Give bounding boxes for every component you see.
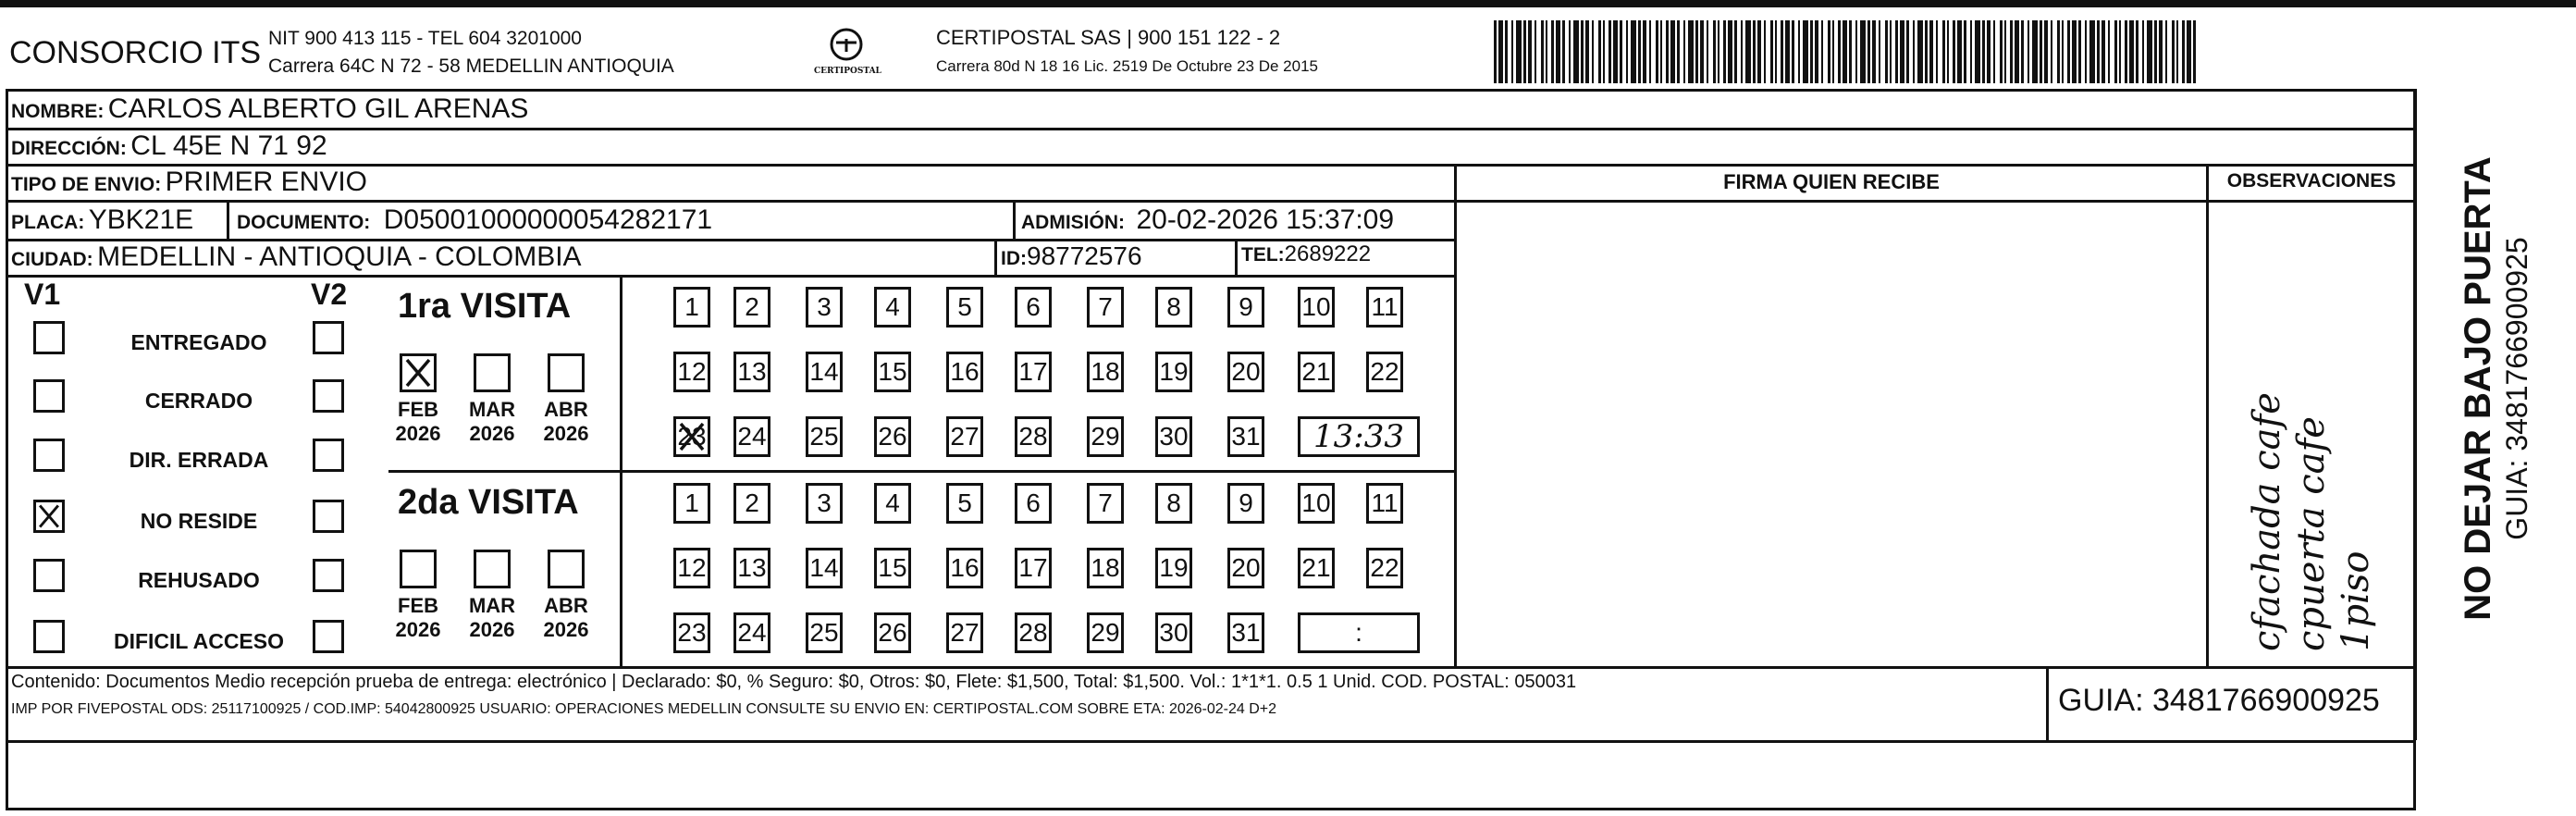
day-box[interactable] [1155,416,1192,457]
v2-checkbox[interactable] [313,500,344,533]
v1-checkbox[interactable] [33,321,65,354]
day-box[interactable] [874,612,911,653]
day-box[interactable] [874,287,911,328]
nombre-value: CARLOS ALBERTO GIL ARENAS [107,93,529,124]
day-number: 29 [1091,618,1120,647]
day-box[interactable] [1015,287,1052,328]
day-number: 1 [684,488,699,517]
day-number: 17 [1018,553,1048,582]
month-year: 2026 [469,618,515,641]
observaciones-header: OBSERVACIONES [2226,170,2397,192]
day-number: 16 [950,553,980,582]
day-number: 9 [1239,292,1253,321]
day-number: 18 [1091,553,1120,582]
month-checkbox[interactable] [548,550,585,588]
day-box[interactable] [1227,352,1264,392]
day-box[interactable] [673,548,710,588]
day-box[interactable] [1298,287,1335,328]
day-number: 5 [957,488,972,517]
admision-value: 20-02-2026 15:37:09 [1136,204,1395,235]
day-box[interactable] [946,287,983,328]
day-number: 24 [737,618,767,647]
tipo-envio-row [11,167,367,198]
status-label: ENTREGADO [130,330,267,354]
day-box[interactable] [1087,352,1124,392]
footer-guia: GUIA: 3481766900925 [2058,683,2380,718]
day-number: 23 [677,422,707,451]
direccion-label: DIRECCIÓN: [11,138,127,159]
day-number: 31 [1231,422,1261,451]
day-box[interactable] [1015,352,1052,392]
placa-cell [11,204,193,236]
day-number: 19 [1159,357,1189,386]
side-guia-text: GUIA: 3481766900925 [2500,237,2533,540]
status-label: NO RESIDE [140,509,258,533]
nombre-row [11,93,528,125]
tel-value: 2689222 [1284,241,1372,266]
day-number: 23 [677,618,707,647]
day-number: 7 [1098,488,1113,517]
day-number: 12 [677,553,707,582]
month-checkbox[interactable] [400,353,437,392]
placa-value: YBK21E [88,204,194,235]
day-number: 27 [950,618,980,647]
day-number: 7 [1098,292,1113,321]
month-name: FEB [398,594,438,617]
day-box[interactable] [1087,287,1124,328]
time-value: 13:33 [1313,418,1404,455]
logo-text: CERTIPOSTAL [814,67,881,76]
admision-label: ADMISIÓN: [1021,212,1125,233]
day-box[interactable] [806,416,843,457]
day-box[interactable] [733,287,770,328]
observaciones-area [2211,204,2412,664]
day-number: 25 [809,618,839,647]
v2-label: V2 [311,278,348,311]
v1-checkbox[interactable] [33,379,65,413]
month-label [386,594,450,642]
month-checkbox[interactable] [474,550,511,588]
day-number: 27 [950,422,980,451]
month-label [534,594,598,642]
day-number: 5 [957,292,972,321]
x-mark-icon [676,419,708,454]
day-number: 14 [809,357,839,386]
day-number: 19 [1159,553,1189,582]
x-mark-icon [36,502,62,530]
day-number: 22 [1370,553,1399,582]
id-label: ID: [1001,248,1027,269]
month-year: 2026 [543,422,589,445]
month-name: ABR [544,398,588,421]
day-number: 30 [1159,422,1189,451]
v1-checkbox[interactable] [33,500,65,533]
barcode-icon [1494,20,2197,83]
day-box[interactable] [1227,416,1264,457]
day-number: 16 [950,357,980,386]
certipostal-logo [814,26,879,81]
day-number: 13 [737,357,767,386]
day-box[interactable] [1298,352,1335,392]
month-label [460,594,524,642]
day-number: 11 [1371,488,1399,517]
day-number: 9 [1239,488,1253,517]
day-box[interactable] [1155,612,1192,653]
day-box[interactable] [673,416,710,457]
month-label [460,398,524,446]
barcode [1494,20,2197,83]
day-number: 29 [1091,422,1120,451]
day-box[interactable] [733,612,770,653]
x-mark-icon [402,356,434,389]
ciudad-value: MEDELLIN - ANTIOQUIA - COLOMBIA [97,241,582,272]
day-number: 28 [1018,618,1048,647]
status-label: CERRADO [144,389,253,413]
placa-label: PLACA: [11,212,85,233]
v1-checkbox[interactable] [33,620,65,653]
day-box[interactable] [874,548,911,588]
day-box[interactable] [733,416,770,457]
day-box[interactable] [1155,548,1192,588]
day-number: 28 [1018,422,1048,451]
day-box[interactable] [874,483,911,524]
direccion-value: CL 45E N 71 92 [130,130,327,161]
month-year: 2026 [469,422,515,445]
v2-checkbox[interactable] [313,620,344,653]
month-name: FEB [398,398,438,421]
firma-header: FIRMA QUIEN RECIBE [1723,170,1940,193]
day-number: 20 [1231,553,1261,582]
day-number: 3 [817,488,832,517]
day-box[interactable] [1155,287,1192,328]
visit-title: 2da VISITA [398,483,579,522]
day-number: 20 [1231,357,1261,386]
day-box[interactable] [1227,612,1264,653]
day-box[interactable] [1227,548,1264,588]
day-number: 25 [809,422,839,451]
day-box[interactable] [806,548,843,588]
v1-label: V1 [24,278,61,311]
month-year: 2026 [543,618,589,641]
day-number: 14 [809,553,839,582]
month-year: 2026 [395,618,441,641]
day-box[interactable] [806,352,843,392]
day-box[interactable] [874,416,911,457]
day-box[interactable] [1227,287,1264,328]
month-label [386,398,450,446]
time-box[interactable] [1298,416,1420,457]
day-number: 10 [1301,292,1331,321]
day-number: 8 [1166,292,1181,321]
day-box[interactable] [1087,483,1124,524]
day-number: 6 [1026,488,1041,517]
month-name: MAR [468,594,516,617]
day-box[interactable] [874,352,911,392]
documento-value: D05001000000054282171 [383,204,713,235]
company-name: CONSORCIO ITS [9,35,262,70]
day-box[interactable] [1298,483,1335,524]
v1-checkbox[interactable] [33,439,65,472]
documento-cell [237,204,712,236]
tipo-envio-value: PRIMER ENVIO [165,167,368,197]
day-box[interactable] [1298,548,1335,588]
v2-checkbox[interactable] [313,439,344,472]
day-number: 11 [1371,292,1399,321]
day-number: 2 [745,292,759,321]
month-year: 2026 [395,422,441,445]
status-label: DIFICIL ACCESO [113,629,284,653]
documento-label: DOCUMENTO: [237,212,371,233]
footer-contenido: Contenido: Documentos Medio recepción prueba de entrega: electrónico | Declarado: $0, % Seguro: $0, Otros: $0, Flete: $1,500, Total: $1,500. Vol.: 1*1*1. 0.5 1 Unid. COD. POSTAL: 050031 [11,672,1577,692]
observacion-line-1: cfachada cafe [2246,392,2288,651]
day-number: 15 [878,357,907,386]
day-number: 15 [878,553,907,582]
day-box[interactable] [1015,612,1052,653]
day-number: 8 [1166,488,1181,517]
day-number: 21 [1301,357,1331,386]
id-cell [1001,241,1142,271]
carrier-info: CERTIPOSTAL SAS | 900 151 122 - 2 [936,26,1281,49]
day-number: 3 [817,292,832,321]
day-box[interactable] [946,548,983,588]
day-box[interactable] [673,483,710,524]
day-box[interactable] [1087,416,1124,457]
footer-impresion: IMP POR FIVEPOSTAL ODS: 25117100925 / COD.IMP: 54042800925 USUARIO: OPERACIONES MEDELLIN CONSULTE SU ENVIO EN: CERTIPOSTAL.COM SOBRE ETA: 2026-02-24 D+2 [11,701,1277,717]
nombre-label: NOMBRE: [11,101,105,122]
day-box[interactable] [946,416,983,457]
day-number: 1 [684,292,699,321]
signature-area[interactable] [1461,204,2201,662]
day-number: 6 [1026,292,1041,321]
day-box[interactable] [673,612,710,653]
day-number: 12 [677,357,707,386]
day-box[interactable] [1366,287,1403,328]
day-number: 18 [1091,357,1120,386]
tel-label: TEL: [1241,244,1285,266]
tel-cell [1241,241,1371,267]
day-box[interactable] [1015,548,1052,588]
month-name: ABR [544,594,588,617]
day-box[interactable] [1366,352,1403,392]
month-name: MAR [468,398,516,421]
no-dejar-text: NO DEJAR BAJO PUERTA [2458,156,2498,621]
day-box[interactable] [673,352,710,392]
day-number: 4 [885,488,900,517]
day-box[interactable] [1366,548,1403,588]
time-box[interactable] [1298,612,1420,653]
status-label: DIR. ERRADA [129,448,269,472]
ciudad-label: CIUDAD: [11,249,93,270]
day-box[interactable] [1015,416,1052,457]
day-box[interactable] [733,352,770,392]
top-border [0,0,2576,7]
day-box[interactable] [1087,548,1124,588]
day-box[interactable] [733,483,770,524]
day-number: 30 [1159,618,1189,647]
status-label: REHUSADO [138,568,260,592]
v2-checkbox[interactable] [313,379,344,413]
day-box[interactable] [806,483,843,524]
day-number: 13 [737,553,767,582]
company-address: Carrera 64C N 72 - 58 MEDELLIN ANTIOQUIA [268,56,674,77]
day-number: 22 [1370,357,1399,386]
day-number: 4 [885,292,900,321]
visit-title: 1ra VISITA [398,287,572,326]
day-number: 17 [1018,357,1048,386]
day-box[interactable] [806,287,843,328]
day-box[interactable] [946,483,983,524]
day-box[interactable] [733,548,770,588]
day-box[interactable] [946,612,983,653]
day-box[interactable] [673,287,710,328]
id-value: 98772576 [1027,241,1142,270]
observacion-line-3: 1piso [2335,550,2377,651]
day-box[interactable] [946,352,983,392]
tipo-envio-label: TIPO DE ENVIO: [11,174,162,195]
month-checkbox[interactable] [474,353,511,392]
company-nit: NIT 900 413 115 - TEL 604 3201000 [268,28,582,49]
month-label [534,398,598,446]
direccion-row [11,130,327,162]
day-number: 10 [1301,488,1331,517]
day-box[interactable] [806,612,843,653]
day-number: 2 [745,488,759,517]
admision-cell [1021,204,1394,236]
v1-checkbox[interactable] [33,559,65,592]
day-box[interactable] [1015,483,1052,524]
v2-checkbox[interactable] [313,321,344,354]
day-number: 26 [878,422,907,451]
v2-checkbox[interactable] [313,559,344,592]
day-number: 31 [1231,618,1261,647]
month-checkbox[interactable] [548,353,585,392]
time-value: : [1355,618,1362,647]
side-label [2457,130,2534,648]
month-checkbox[interactable] [400,550,437,588]
day-number: 21 [1301,553,1331,582]
day-box[interactable] [1366,483,1403,524]
day-number: 24 [737,422,767,451]
carrier-address: Carrera 80d N 18 16 Lic. 2519 De Octubre 23 De 2015 [936,57,1318,75]
day-box[interactable] [1227,483,1264,524]
observacion-line-2: cpuerta cafe [2290,416,2333,651]
day-box[interactable] [1155,483,1192,524]
day-number: 26 [878,618,907,647]
ciudad-row [11,241,582,273]
day-box[interactable] [1087,612,1124,653]
day-box[interactable] [1155,352,1192,392]
